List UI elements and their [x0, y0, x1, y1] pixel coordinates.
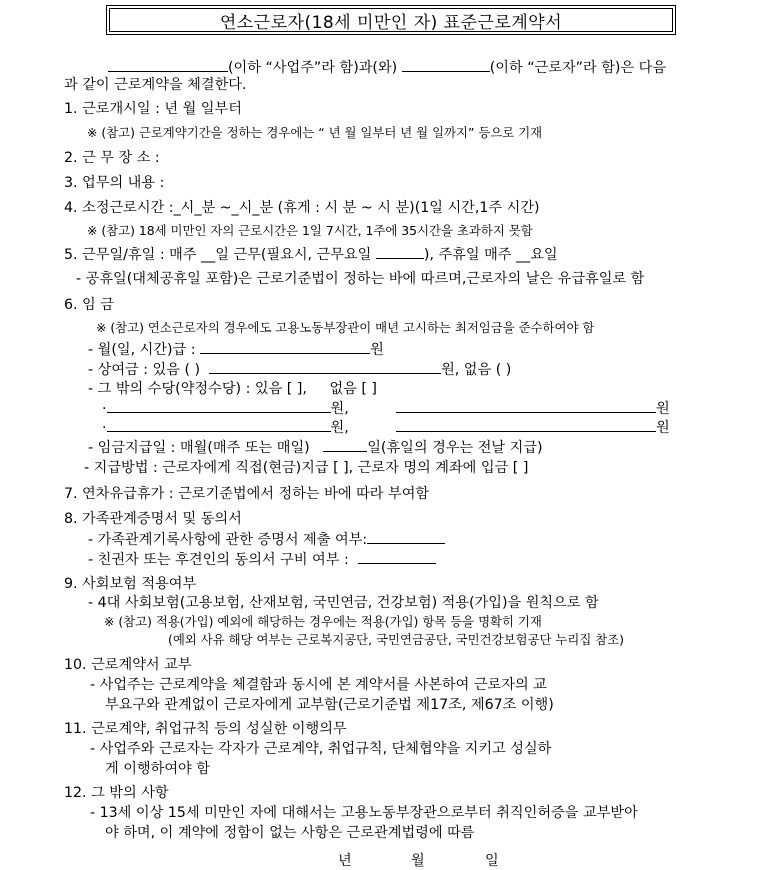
date-day: 일 [485, 853, 499, 869]
section-5-holiday-line: - 공휴일(대체공휴일 포함)은 근로기준법이 정하는 바에 따르며,근로자의 날은 유급휴일로 함 [76, 271, 645, 287]
employer-name-blank[interactable] [108, 58, 228, 72]
section-10-line-2: 부요구와 관계없이 근로자에게 교부함(근로기준법 제17조, 제67조 이행) [105, 697, 554, 713]
employee-name-blank[interactable] [402, 58, 490, 72]
allowance-row-1: · 원, [102, 401, 349, 417]
title-box [106, 5, 676, 35]
allowance-blank-2[interactable] [396, 399, 656, 413]
section-2-heading: 2. 근 무 장 소 : [64, 150, 160, 166]
section-1-heading: 1. 근로개시일 : 년 월 일부터 [64, 101, 242, 117]
bonus-line: - 상여금 : 있음 ( ) 원, 없음 ( ) [88, 362, 512, 378]
payment-method-line: - 지급방법 : 근로자에게 직접(현금)지급 [ ], 근로자 명의 계좌에 입금 [ ] [84, 460, 529, 476]
date-year: 년 [338, 853, 352, 869]
insurance-line: - 4대 사회보험(고용보험, 산재보험, 국민연금, 건강보험) 적용(가입)을 원칙으로 함 [88, 595, 599, 611]
bonus-blank[interactable] [209, 360, 441, 374]
section-12-line-2: 야 하며, 이 계약에 정함이 없는 사항은 근로관계법령에 따름 [105, 825, 475, 841]
section-4-heading: 4. 소정근로시간 :_시_분 ~_시_분 (휴게 : 시 분 ~ 시 분)(1일 시간,1주 시간) [64, 200, 540, 216]
payday-blank[interactable] [323, 438, 367, 452]
allowance-blank-4[interactable] [396, 418, 656, 432]
insurance-note-1: ※ (참고) 적용(가입) 예외에 해당하는 경우에는 적용(가입) 항목 등을 명확히 기재 [104, 614, 542, 629]
intro-line-2: 과 같이 근로계약을 체결한다. [64, 77, 247, 93]
section-11-line-2: 게 이행하여야 함 [105, 761, 210, 777]
allowance-blank-3[interactable] [107, 418, 331, 432]
allowance-row-2: · 원, [102, 420, 349, 436]
allowance-row-1b: 원 [396, 399, 670, 418]
intro-line-1: (이하 “사업주”라 함)과(와) (이하 “근로자”라 함)은 다음 [108, 58, 666, 77]
allowance-row-2b: 원 [396, 418, 670, 437]
family-cert-blank[interactable] [367, 530, 445, 544]
payday-line: - 임금지급일 : 매월(매주 또는 매일) 일(휴일의 경우는 전날 지급) [88, 440, 543, 456]
date-month: 월 [411, 853, 425, 869]
wage-line: - 월(일, 시간)급 : 원 [88, 342, 384, 358]
section-10-heading: 10. 근로계약서 교부 [64, 657, 192, 673]
insurance-note-2: (예외 사유 해당 여부는 근로복지공단, 국민연금공단, 국민건강보험공단 누리집 참조) [168, 632, 625, 647]
section-7-heading: 7. 연차유급휴가 : 근로기준법에서 정하는 바에 따라 부여함 [64, 486, 430, 502]
other-allowance-line: - 그 밖의 수당(약정수당) : 있음 [ ], 없음 [ ] [88, 381, 377, 397]
workday-blank[interactable] [376, 245, 424, 259]
section-6-heading: 6. 임 금 [64, 297, 114, 313]
section-3-heading: 3. 업무의 내용 : [64, 175, 165, 191]
section-9-heading: 9. 사회보험 적용여부 [64, 576, 197, 592]
section-4-note: ※ (참고) 18세 미만인 자의 근로시간은 1일 7시간, 1주에 35시간을 초과하지 못함 [87, 223, 533, 238]
section-12-line-1: - 13세 이상 15세 미만인 자에 대해서는 고용노동부장관으로부터 취직인허증을 교부받아 [90, 805, 638, 821]
section-6-note: ※ (참고) 연소근로자의 경우에도 고용노동부장관이 매년 고시하는 최저임금을 준수하여야 함 [96, 320, 595, 335]
family-cert-line: - 가족관계기록사항에 관한 증명서 제출 여부: [88, 530, 445, 549]
section-12-heading: 12. 그 밖의 사항 [64, 785, 169, 801]
allowance-blank-1[interactable] [107, 399, 331, 413]
section-8-heading: 8. 가족관계증명서 및 동의서 [64, 511, 242, 527]
section-1-note: ※ (참고) 근로계약기간을 정하는 경우에는 “ 년 월 일부터 년 월 일까지” 등으로 기재 [87, 125, 543, 140]
section-10-line-1: - 사업주는 근로계약을 체결함과 동시에 본 계약서를 사본하여 근로자의 교 [90, 677, 547, 693]
section-11-line-1: - 사업주와 근로자는 각자가 근로계약, 취업규칙, 단체협약을 지키고 성실하 [90, 741, 552, 757]
consent-line: - 친권자 또는 후견인의 동의서 구비 여부 : [88, 550, 436, 569]
wage-blank[interactable] [200, 340, 370, 354]
document-title: 연소근로자(18세 미만인 자) 표준근로계약서 [109, 8, 673, 32]
section-5-heading: 5. 근무일/휴일 : 매주 __일 근무(필요시, 근무요일 ), 주휴일 매주 __요일 [64, 247, 558, 263]
section-11-heading: 11. 근로계약, 취업규칙 등의 성실한 이행의무 [64, 721, 347, 737]
consent-blank[interactable] [358, 550, 436, 564]
